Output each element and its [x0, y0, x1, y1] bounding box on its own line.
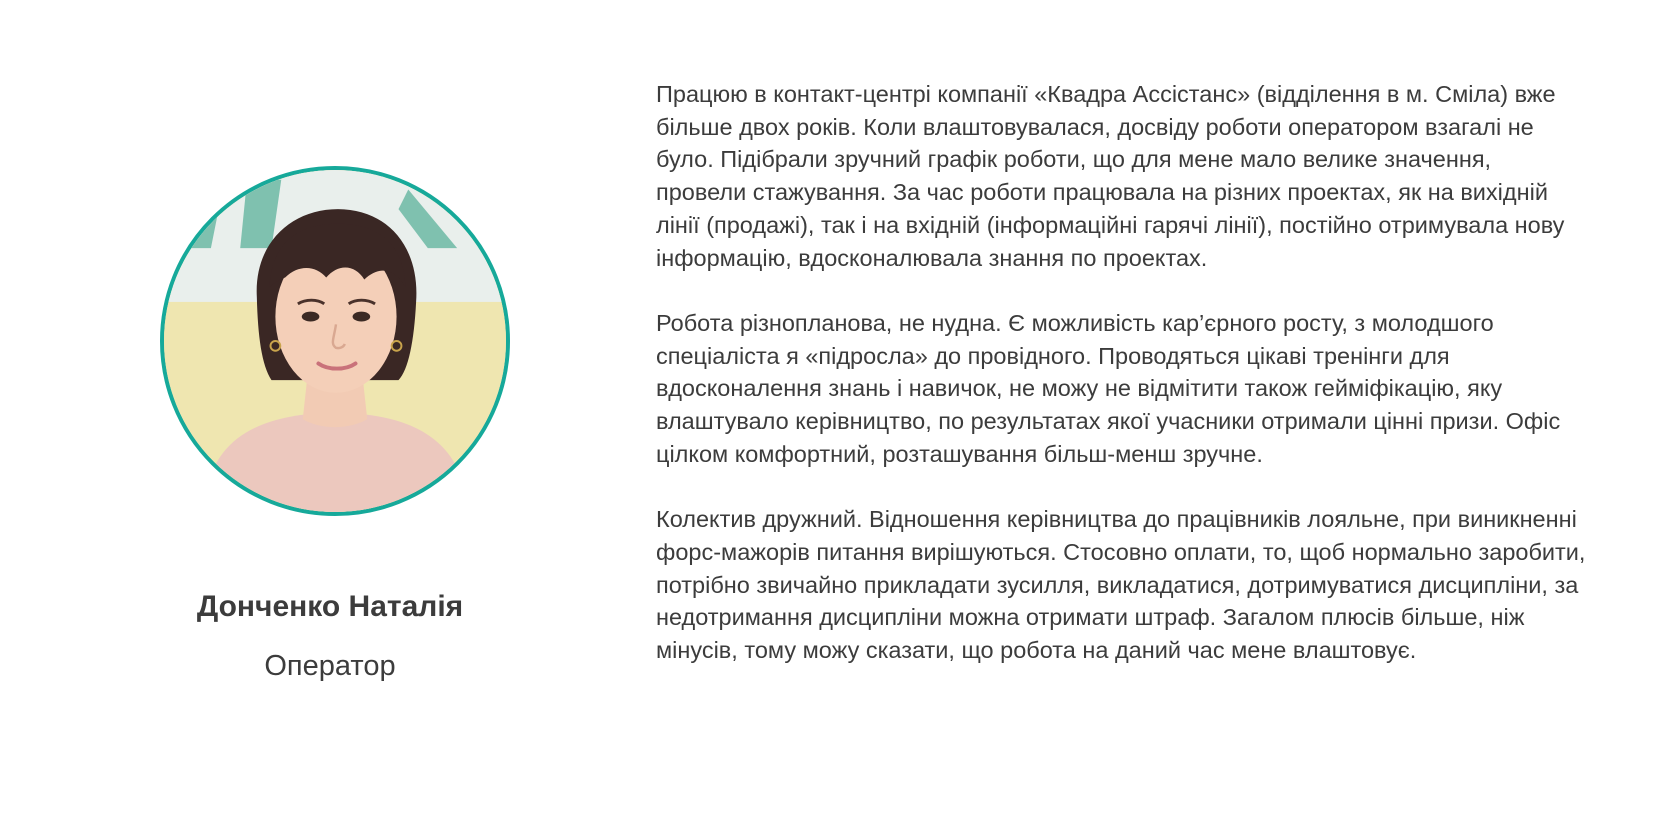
- person-name: Донченко Наталія: [196, 590, 464, 623]
- review-text: [656, 78, 1586, 667]
- person-portrait-icon: [164, 170, 506, 512]
- profile-photo: [160, 166, 510, 516]
- review-paragraph: Колектив дружний. Відношення керівництва до працівників лояльне, при виникненні форс-мажорів питання вирішуються. Стосовно оплати, то, щоб нормально заробити, потрібно звичайно прикладати зусилля, викладатися, дотримуватися дисципліни, за недотримання дисципліни можна отримати штраф. Загалом плюсів більше, ніж мінусів, тому можу сказати, що робота на даний час мене влаштовує.: [656, 506, 1586, 663]
- person-role: Оператор: [264, 650, 396, 682]
- review-paragraph: Робота різнопланова, не нудна. Є можливість кар’єрного росту, з молодшого спеціаліста я «підросла» до провідного. Проводяться цікаві тренінги для вдосконалення знань і навичок, не можу не відмітити також гейміфікацію, яку влаштувало керівництво, по результатах якої учасники отримали цінні призи. Офіс цілком комфортний, розташування більш-менш зручне.: [656, 309, 1561, 467]
- review-paragraph: Працюю в контакт-центрі компанії «Квадра Ассістанс» (відділення в м. Сміла) вже більше двох років. Коли влаштовувалася, досвіду роботи оператором взагалі не було. Підібрали зручний графік роботи, що для мене мало велике значення, провели стажування. За час роботи працювала на різних проектах, як на вихідній лінії (продажі), так і на вхідній (інформаційні гарячі лінії), постійно отримувала нову інформацію, вдосконалювала знання по проектах.: [656, 81, 1565, 271]
